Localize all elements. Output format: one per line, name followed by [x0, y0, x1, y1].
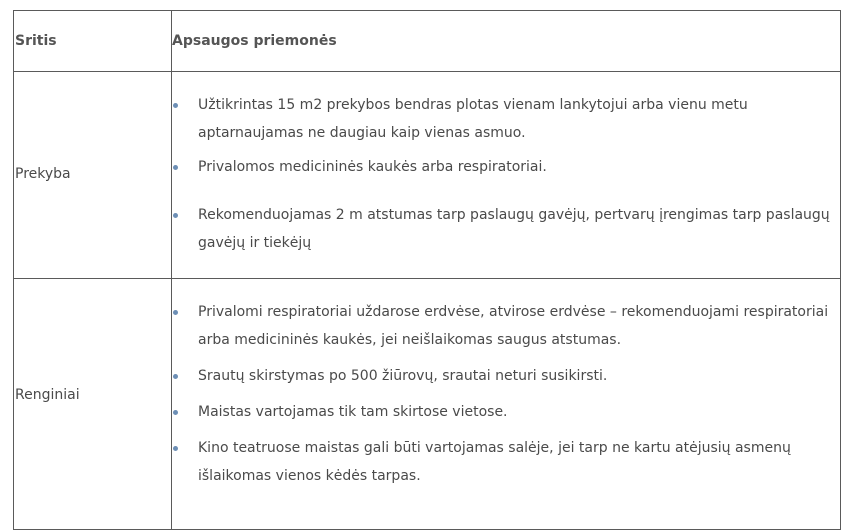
list-item [172, 201, 840, 257]
bullet-icon [173, 165, 178, 170]
measure-text: Maistas vartojamas tik tam skirtose vietose. [198, 404, 508, 420]
measure-text: Kino teatruose maistas gali būti vartojamas salėje, jei tarp ne kartu atėjusių asmenų išlaikomas vienos kėdės tarpas. [198, 440, 791, 484]
measures-list [172, 91, 840, 257]
table-row [14, 72, 840, 279]
measure-text: Srautų skirstymas po 500 žiūrovų, srautai neturi susikirsti. [198, 368, 608, 384]
bullet-icon [173, 310, 178, 315]
measure-text: Rekomenduojamas 2 m atstumas tarp paslaugų gavėjų, pertvarų įrengimas tarp paslaugų gavėjų ir tiekėjų [198, 207, 830, 251]
list-item [172, 153, 840, 181]
list-item [172, 398, 840, 426]
bullet-icon [173, 374, 178, 379]
row-area-label: Renginiai [15, 387, 80, 403]
list-item [172, 362, 840, 390]
header-area: Sritis [15, 33, 57, 49]
measure-text: Privalomos medicininės kaukės arba respiratoriai. [198, 159, 547, 175]
bullet-icon [173, 103, 178, 108]
measure-text: Užtikrintas 15 m2 prekybos bendras plotas vienam lankytojui arba vienu metu aptarnaujamas ne daugiau kaip vienas asmuo. [198, 97, 748, 141]
measure-text: Privalomi respiratoriai uždarose erdvėse, atvirose erdvėse – rekomenduojami respiratoriai arba medicininės kaukės, jei neišlaikomas saugus atstumas. [198, 304, 829, 348]
table-header-row [14, 11, 840, 72]
measures-table [13, 10, 841, 530]
table-row [14, 279, 840, 529]
list-item [172, 298, 840, 354]
row-area-label: Prekyba [15, 166, 71, 182]
measures-list [172, 298, 840, 490]
list-item [172, 91, 840, 147]
header-measures: Apsaugos priemonės [172, 33, 337, 49]
bullet-icon [173, 213, 178, 218]
bullet-icon [173, 446, 178, 451]
list-item [172, 434, 840, 490]
bullet-icon [173, 410, 178, 415]
